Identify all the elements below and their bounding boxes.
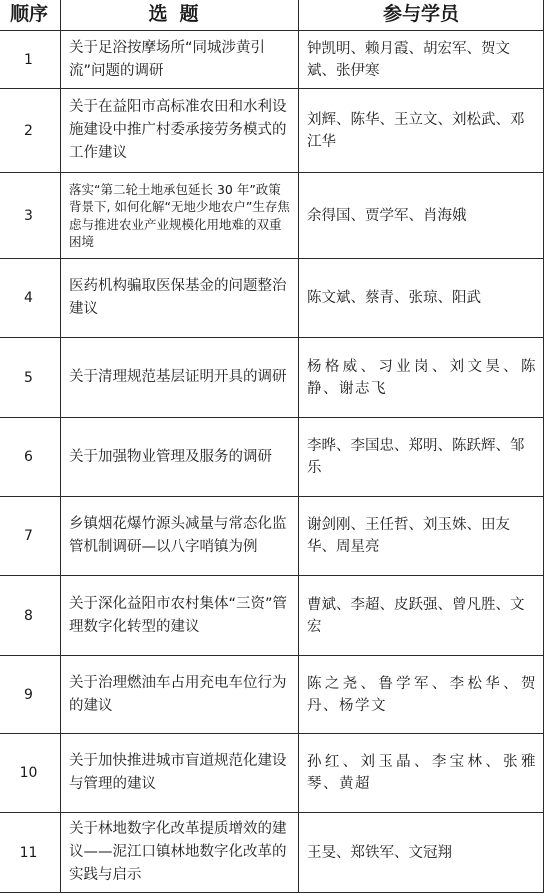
header-topic: 选题 [61,0,299,31]
table-row [0,418,544,497]
header-members: 参与学员 [299,0,544,31]
table-row [0,734,544,813]
table-row [0,259,544,338]
row-index: 3 [0,173,61,259]
row-index: 11 [0,813,61,893]
row-topic: 关于林地数字化改革提质增效的建议——泥江口镇林地数字化改革的实践与启示 [61,813,299,893]
header-index: 顺序 [0,0,61,31]
row-topic: 关于治理燃油车占用充电车位行为的建议 [61,656,299,734]
table-row [0,173,544,259]
row-topic: 关于加快推进城市盲道规范化建设与管理的建议 [61,734,299,813]
row-members: 王旻、郑铁军、文冠翔 [299,813,544,893]
row-index: 9 [0,656,61,734]
row-topic: 关于清理规范基层证明开具的调研 [61,338,299,418]
row-members: 曹斌、李超、皮跃强、曾凡胜、文宏 [299,576,544,656]
row-index: 4 [0,259,61,338]
row-topic: 关于加强物业管理及服务的调研 [61,418,299,497]
row-topic: 关于深化益阳市农村集体“三资”管理数字化转型的建议 [61,576,299,656]
row-members: 谢剑刚、王任哲、刘玉姝、田友华、周星亮 [299,497,544,576]
row-members: 陈之尧、鲁学军、李松华、贺丹、杨学文 [299,656,544,734]
row-members: 杨格威、习业岗、刘文昊、陈静、谢志飞 [299,338,544,418]
row-members: 刘辉、陈华、王立文、刘松武、邓江华 [299,89,544,173]
table-row [0,89,544,173]
row-topic: 医药机构骗取医保基金的问题整治建议 [61,259,299,338]
table-row [0,576,544,656]
row-members: 陈文斌、蔡青、张琼、阳武 [299,259,544,338]
row-index: 5 [0,338,61,418]
table-header-row [0,0,544,31]
row-members: 李晔、李国忠、郑明、陈跃辉、邹乐 [299,418,544,497]
row-topic: 落实“第二轮土地承包延长 30 年”政策背景下, 如何化解“无地少地农户”生存焦虑与推进农业产业规模化用地难的双重困境 [61,173,299,259]
table-row [0,338,544,418]
row-index: 8 [0,576,61,656]
row-topic: 关于足浴按摩场所“同城涉黄引流”问题的调研 [61,31,299,89]
row-index: 1 [0,31,61,89]
row-topic: 乡镇烟花爆竹源头减量与常态化监管机制调研—以八字哨镇为例 [61,497,299,576]
row-members: 钟凯明、赖月霞、胡宏军、贺文斌、张伊寒 [299,31,544,89]
row-index: 2 [0,89,61,173]
table-row [0,656,544,734]
row-members: 余得国、贾学军、肖海娥 [299,173,544,259]
row-members: 孙红、刘玉晶、李宝林、张雅琴、黄超 [299,734,544,813]
table-row [0,31,544,89]
row-index: 6 [0,418,61,497]
row-index: 10 [0,734,61,813]
row-index: 7 [0,497,61,576]
table-row [0,497,544,576]
row-topic: 关于在益阳市高标准农田和水利设施建设中推广村委承接劳务模式的工作建议 [61,89,299,173]
